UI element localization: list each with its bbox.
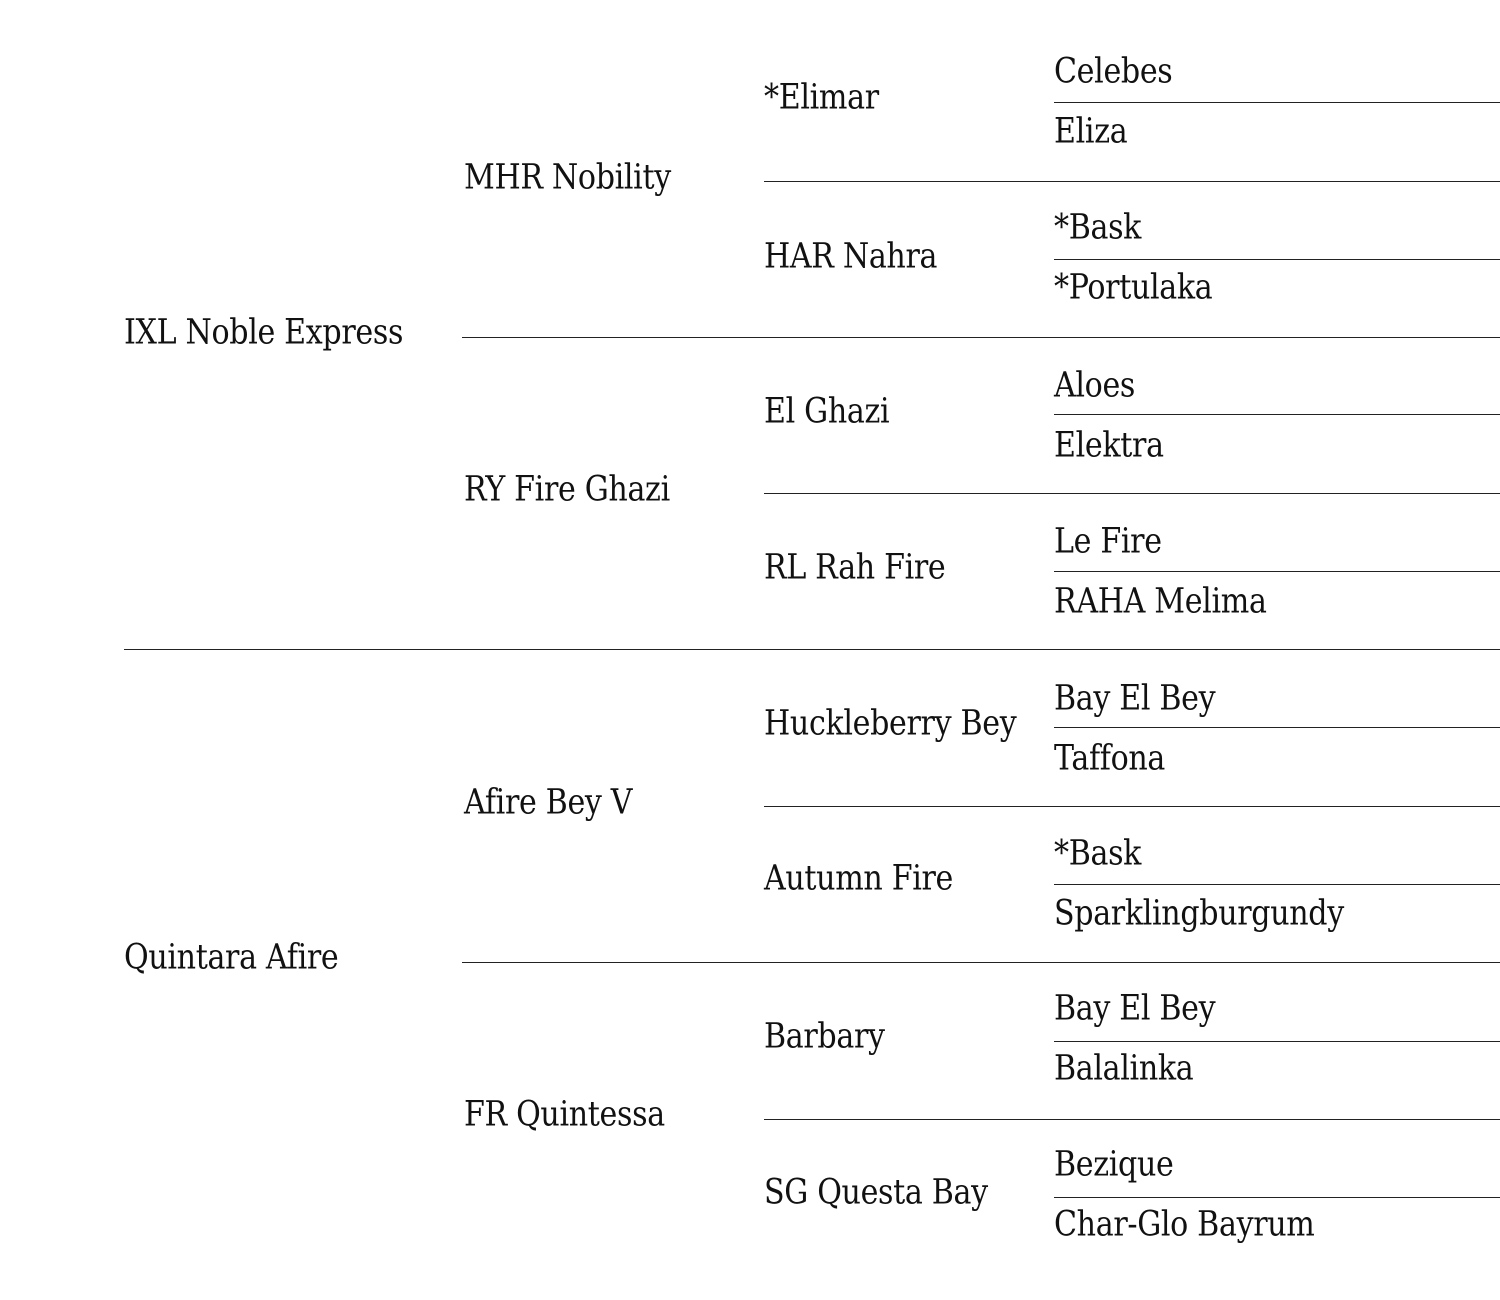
divider-gen4 (1054, 1041, 1500, 1042)
dam-dam-sire-sire: Bay El Bey (1054, 988, 1216, 1029)
divider-gen3 (764, 493, 1500, 494)
sire-sire-sire-dam: Eliza (1054, 111, 1128, 152)
sire-dam-dam-sire: Le Fire (1054, 521, 1162, 562)
dam-sire-sire-sire: Bay El Bey (1054, 678, 1216, 719)
divider-gen3 (764, 806, 1500, 807)
sire-dam: RY Fire Ghazi (464, 469, 670, 510)
divider-gen4 (1054, 414, 1500, 415)
sire-dam-sire-sire: Aloes (1054, 365, 1136, 406)
divider-gen1 (124, 649, 1500, 650)
dam-dam: FR Quintessa (464, 1094, 665, 1135)
dam-dam-sire: Barbary (764, 1016, 885, 1057)
dam-dam-dam-sire: Bezique (1054, 1144, 1174, 1185)
dam: Quintara Afire (124, 937, 339, 978)
dam-sire-sire-dam: Taffona (1054, 738, 1166, 779)
dam-dam-sire-dam: Balalinka (1054, 1048, 1194, 1089)
sire-dam-sire: El Ghazi (764, 391, 890, 432)
dam-sire-dam: Autumn Fire (764, 858, 954, 899)
sire-dam-sire-dam: Elektra (1054, 425, 1164, 466)
dam-sire-dam-dam: Sparklingburgundy (1054, 893, 1344, 934)
dam-sire: Afire Bey V (464, 782, 633, 823)
dam-dam-dam-dam: Char-Glo Bayrum (1054, 1204, 1315, 1245)
divider-gen2 (462, 337, 1500, 338)
sire-dam-dam: RL Rah Fire (764, 547, 946, 588)
divider-gen2 (462, 962, 1500, 963)
divider-gen4 (1054, 884, 1500, 885)
divider-gen4 (1054, 1197, 1500, 1198)
divider-gen4 (1054, 727, 1500, 728)
sire: IXL Noble Express (124, 312, 404, 353)
divider-gen3 (764, 181, 1500, 182)
dam-dam-dam: SG Questa Bay (764, 1172, 988, 1213)
sire-dam-dam-dam: RAHA Melima (1054, 581, 1267, 622)
divider-gen4 (1054, 259, 1500, 260)
sire-sire-sire: *Elimar (764, 77, 879, 118)
sire-sire-dam: HAR Nahra (764, 236, 938, 277)
divider-gen4 (1054, 102, 1500, 103)
sire-sire-dam-dam: *Portulaka (1054, 267, 1213, 308)
sire-sire-dam-sire: *Bask (1054, 207, 1142, 248)
sire-sire-sire-sire: Celebes (1054, 51, 1173, 92)
dam-sire-dam-sire: *Bask (1054, 833, 1142, 874)
dam-sire-sire: Huckleberry Bey (764, 703, 1017, 744)
divider-gen3 (764, 1119, 1500, 1120)
divider-gen4 (1054, 571, 1500, 572)
sire-sire: MHR Nobility (464, 157, 671, 198)
